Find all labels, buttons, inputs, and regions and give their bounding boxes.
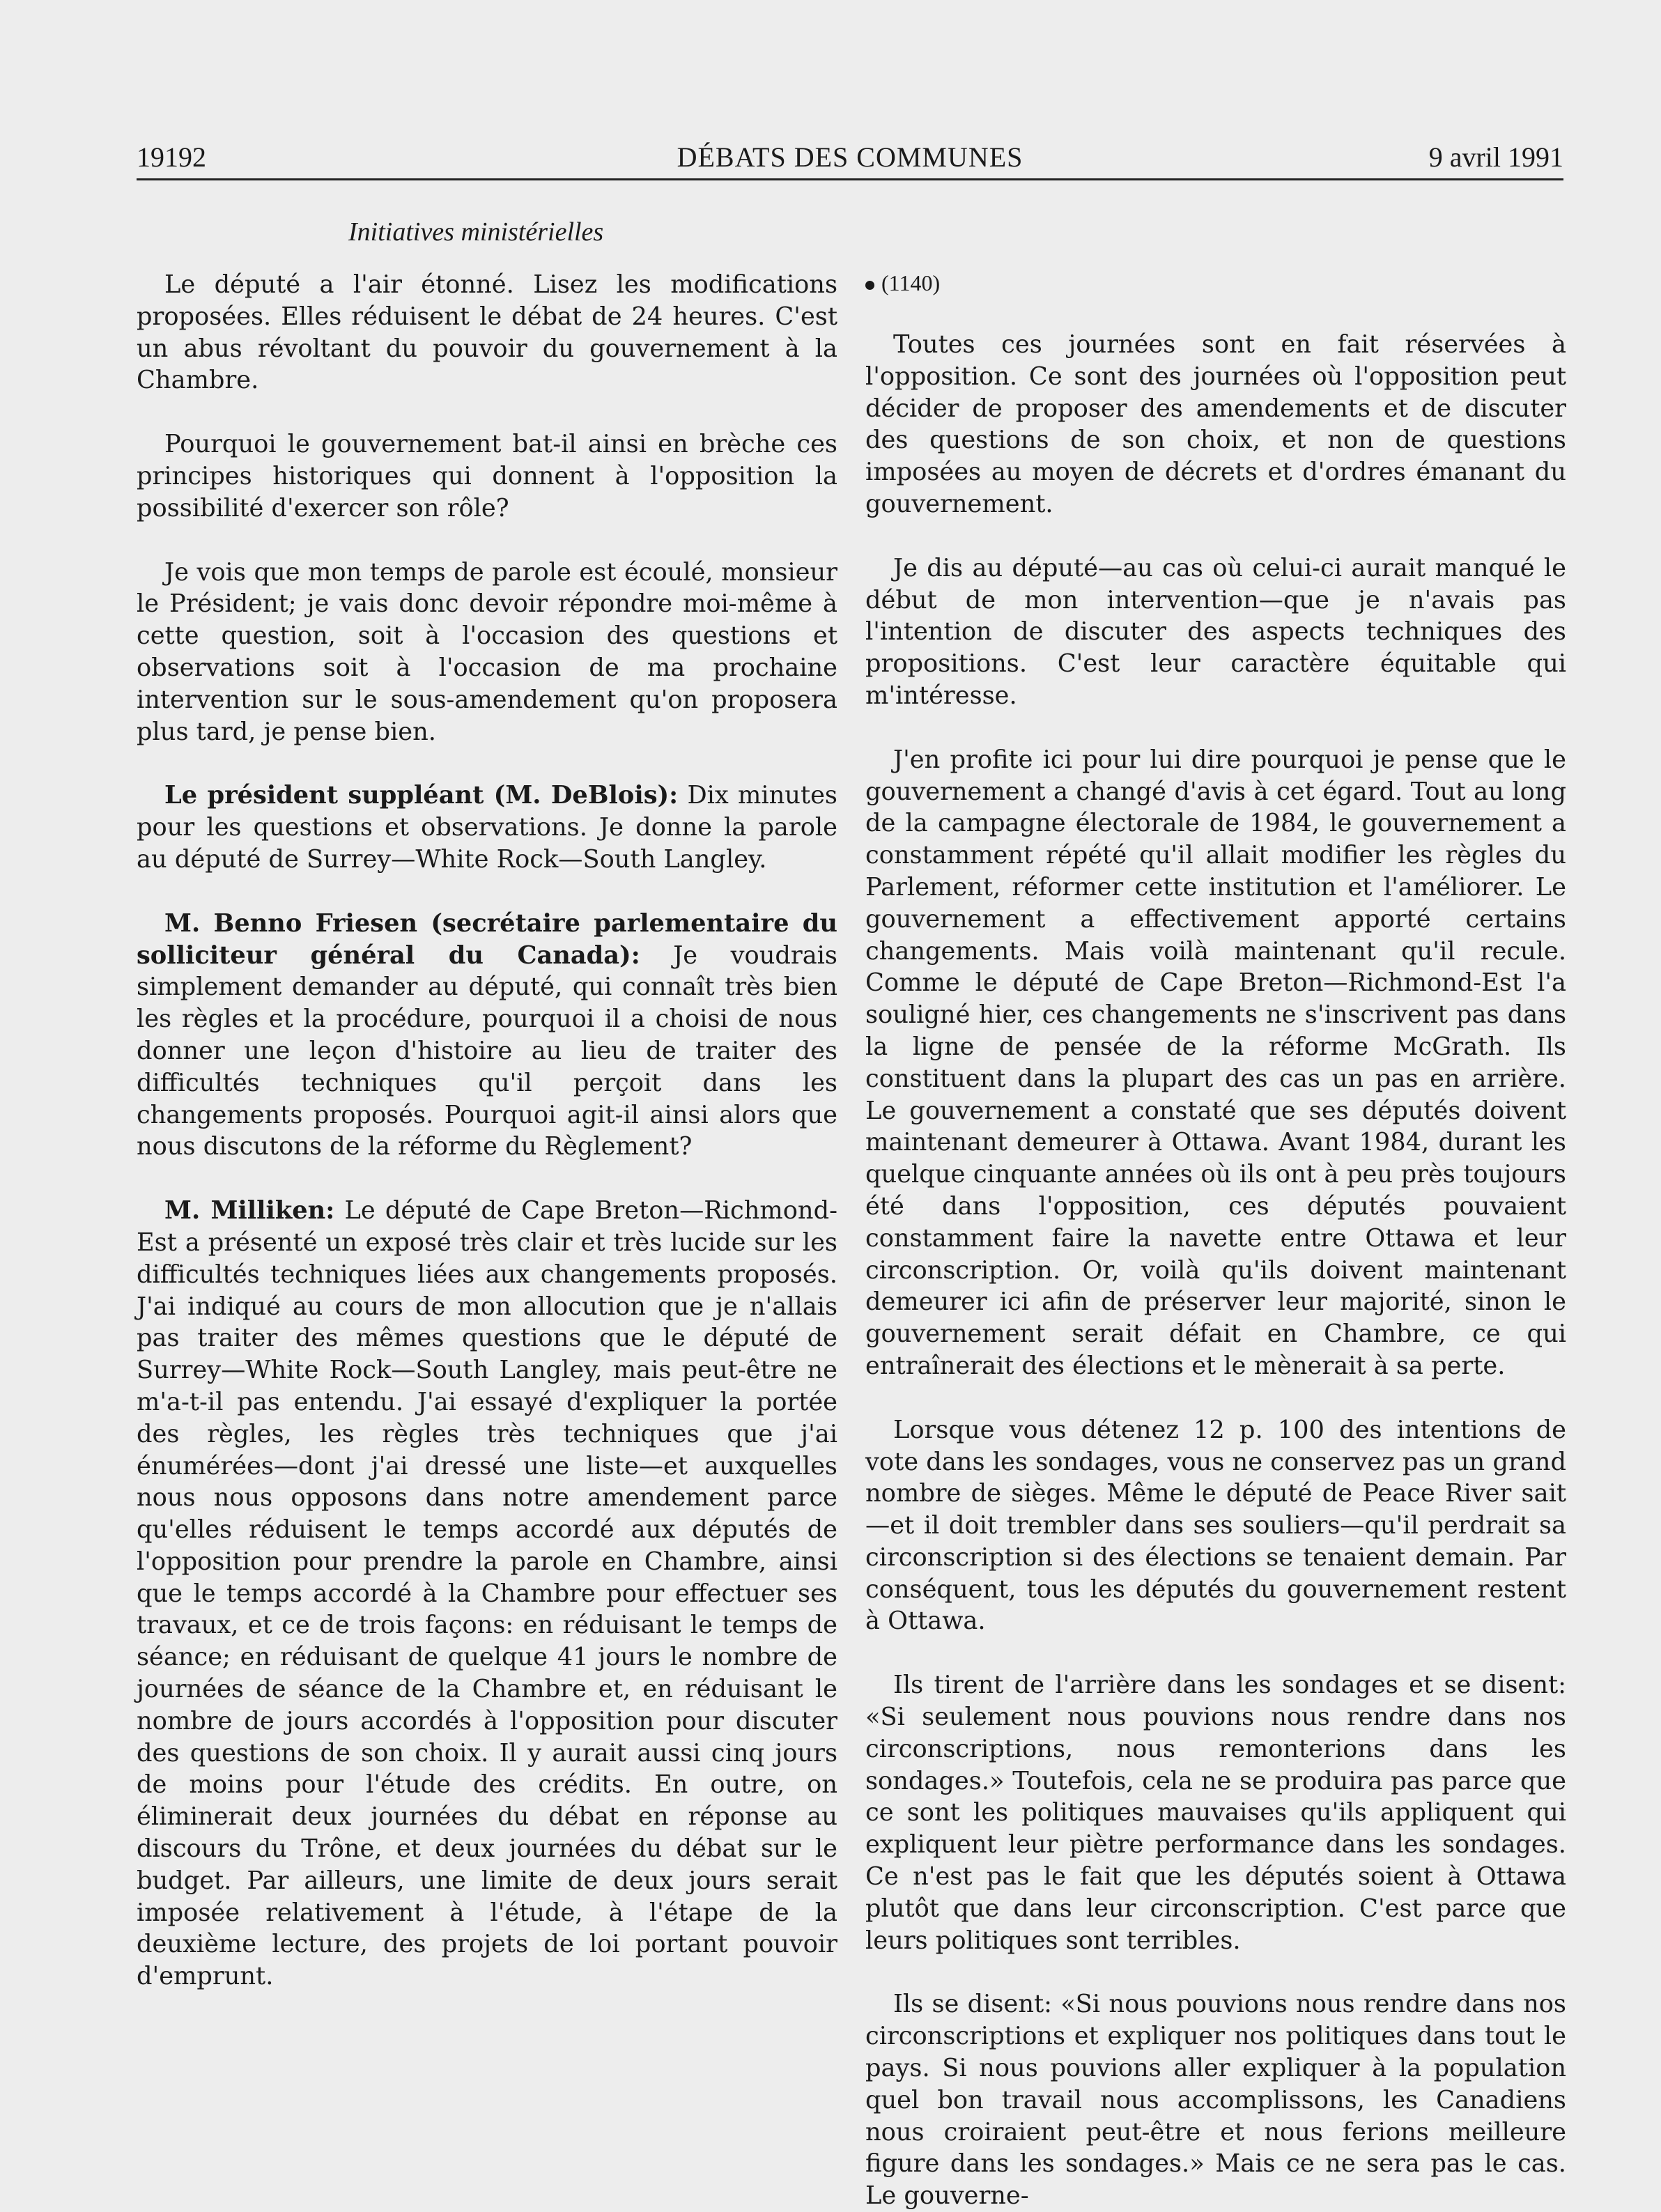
page-date: 9 avril 1991	[1428, 141, 1563, 173]
paragraph: J'en profite ici pour lui dire pourquoi je pense que le gouvernement a changé d'avis à cet égard. Tout au long de la campagne électorale de 1984, le gouvernement a constamment répété qu'il allait modifier les règles du Parlement, réformer cette institution et l'améliorer. Le gouvernement a effectivement apporté certains changements. Mais voilà maintenant qu'il recule. Comme le député de Cape Breton—Richmond-Est l'a souligné hier, ces changements ne s'inscrivent pas dans la ligne de pensée de la réforme McGrath. Ils constituent dans la plupart des cas un pas en arrière. Le gouvernement a constaté que ses députés doivent maintenant demeurer à Ottawa. Avant 1984, durant les quelque cinquante années où ils ont à peu près toujours été dans l'opposition, ces députés pouvaient constamment faire la navette entre Ottawa et leur circonscription. Or, voilà qu'ils doivent maintenant demeurer ici afin de préserver leur majorité, sinon le gouvernement serait défait en Chambre, ce qui entraînerait des élections et le mènerait à sa perte.	[865, 745, 1566, 1380]
paragraph: Pourquoi le gouvernement bat-il ainsi en brèche ces principes historiques qui donnent à l'opposition la possibilité d'exercer son rôle?	[137, 430, 837, 523]
speech-text: Le député de Cape Breton—Richmond-Est a présenté un exposé très clair et très lucide sur les difficultés techniques liées aux changements proposés. J'ai indiqué au cours de mon allocution que je n'allais pas traiter des mêmes questions que le député de Surrey—White Rock—South Langley, mais peut-être ne m'a-t-il pas entendu. J'ai essayé d'expliquer la portée des règles, les règles très techniques que j'ai énumérées—dont j'ai dressé une liste—et auxquelles nous nous opposons dans notre amendement parce qu'elles réduisent le temps accordé aux députés de l'opposition pour prendre la parole en Chambre, ainsi que le temps accordé à la Chambre pour effectuer ses travaux, et ce de trois façons: en réduisant le temps de séance; en réduisant de quelque 41 jours le nombre de journées de séance de la Chambre et, en réduisant le nombre de jours accordés à l'opposition pour discuter des questions de son choix. Il y aurait aussi cinq jours de moins pour l'étude des crédits. En outre, on éliminerait deux journées du débat en réponse au discours du Trône, et deux journées du débat sur le budget. Par ailleurs, une limite de deux jours serait imposée relativement à l'étude, à l'étape de la deuxième lecture, des projets de loi portant pouvoir d'emprunt.	[137, 1196, 837, 1991]
timestamp-text: (1140)	[881, 270, 941, 295]
right-column	[865, 269, 1566, 2212]
paragraph: Je dis au député—au cas où celui-ci aurait manqué le début de mon intervention—que je n'avais pas l'intention de discuter des aspects techniques des propositions. C'est leur caractère équitable qui m'intéresse.	[865, 553, 1566, 710]
bullet-icon	[865, 281, 874, 290]
paragraph	[137, 1195, 837, 1993]
paragraph	[137, 908, 837, 1163]
speech-text: Je voudrais simplement demander au député, qui connaît très bien les règles et la procédure, pourquoi il a choisi de nous donner une leçon d'histoire au lieu de traiter des difficultés techniques qu'il perçoit dans les changements proposés. Pourquoi agit-il ainsi alors que nous discutons de la réforme du Règlement?	[137, 941, 837, 1161]
speaker-name: M. Benno Friesen (secrétaire parlementaire du solliciteur général du Canada):	[137, 908, 837, 970]
left-column	[137, 269, 837, 1993]
speaker-name: M. Milliken:	[164, 1196, 335, 1225]
paragraph: Je vois que mon temps de parole est écoulé, monsieur le Président; je vais donc devoir répondre moi-même à cette question, soit à l'occasion des questions et observations soit à l'occasion de ma prochaine intervention sur le sous-amendement qu'on proposera plus tard, je pense bien.	[137, 557, 837, 746]
paragraph: Toutes ces journées sont en fait réservées à l'opposition. Ce sont des journées où l'opposition peut décider de proposer des amendements et de discuter des questions de son choix, et non de questions imposées au moyen de décrets et d'ordres émanant du gouvernement.	[865, 330, 1566, 518]
speech-text: Dix minutes pour les questions et observations. Je donne la parole au député de Surrey—White Rock—South Langley.	[137, 781, 837, 874]
paragraph: Lorsque vous détenez 12 p. 100 des intentions de vote dans les sondages, vous ne conservez pas un grand nombre de sièges. Même le député de Peace River sait—et il doit trembler dans ses souliers—qu'il perdrait sa circonscription si des élections se tenaient demain. Par conséquent, tous les députés du gouvernement restent à Ottawa.	[865, 1415, 1566, 1636]
paragraph	[137, 780, 837, 875]
header-rule	[137, 178, 1563, 180]
page-number: 19192	[137, 141, 206, 173]
timestamp	[865, 269, 1566, 297]
paragraph: Le député a l'air étonné. Lisez les modifications proposées. Elles réduisent le débat de 24 heures. C'est un abus révoltant du pouvoir du gouvernement à la Chambre.	[137, 270, 837, 395]
page-header	[137, 137, 1563, 178]
speaker-name: Le président suppléant (M. DeBlois):	[164, 781, 679, 810]
publication-title: DÉBATS DES COMMUNES	[677, 141, 1023, 173]
paragraph: Ils se disent: «Si nous pouvions nous rendre dans nos circonscriptions et expliquer nos politiques dans tout le pays. Si nous pouvions aller expliquer à la population quel bon travail nous accomplissons, les Canadiens nous croiraient peut-être et nous ferions meilleure figure dans les sondages.» Mais ce ne sera pas le cas. Le gouverne-	[865, 1990, 1566, 2211]
section-title: Initiatives ministérielles	[348, 217, 604, 247]
paragraph: Ils tirent de l'arrière dans les sondages et se disent: «Si seulement nous pouvions nous rendre dans nos circonscriptions, nous remonterions dans les sondages.» Toutefois, cela ne se produira pas parce que ce sont les politiques mauvaises qu'ils appliquent qui expliquent leur piètre performance dans les sondages. Ce n'est pas le fait que les députés soient à Ottawa plutôt que dans leur circonscription. C'est parce que leurs politiques sont terribles.	[865, 1671, 1566, 1955]
